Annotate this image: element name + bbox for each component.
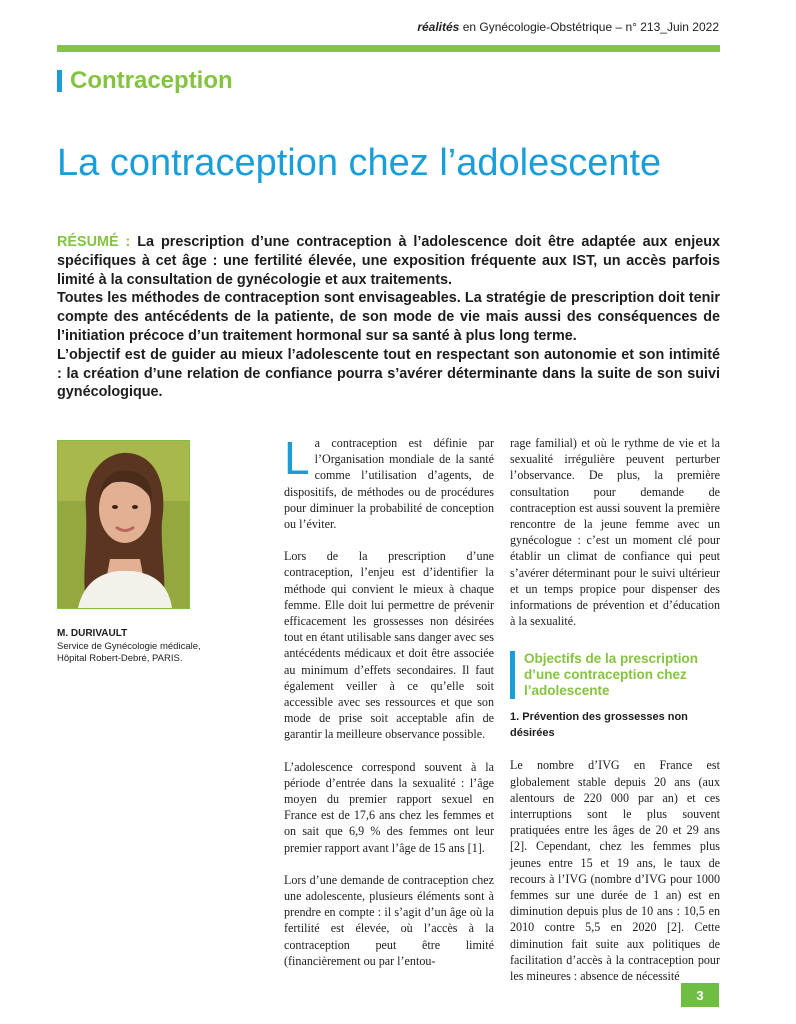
article-title: La contraception chez l’adolescente bbox=[57, 142, 662, 184]
subsection-heading: 1. Prévention des grossesses non désirées bbox=[510, 711, 688, 740]
body-paragraph bbox=[284, 432, 494, 532]
body-paragraph: Le nombre d’IVG en France est globalement stable depuis 20 ans (aux alentours de 220 000 par an) et ces interruptions sont le plus souvent pratiquées entre les âges de 20 et 29 ans [2]. Cependant, chez les femmes plus jeunes entre 15 et 19 ans, le taux de recours à l’IVG (nombre d’IVG pour 1000 femmes sur une durée de 1 an) est en diminution depuis plus de 10 ans : 10,5 en 2010 contre 5,5 en 2020 [2]. Cette diminution fait suite aux politiques de facilitation d’accès à la contraception pour les mineures : absence de nécessité bbox=[510, 758, 720, 984]
body-paragraph: Lors d’une demande de contraception chez une adolescente, plusieurs éléments sont à prendre en compte : il s’agit d’un âge où la fertilité est élevée, où l’accès à la contraception peut être limité (financièrement ou par l’entou- bbox=[284, 872, 494, 968]
journal-brand: réalités bbox=[417, 20, 460, 34]
abstract-text-1: La prescription d’une contraception à l’adolescence doit être adaptée aux enjeux spécifiques à cet âge : une fertilité élevée, une exposition fréquente aux IST, un accès parfois limité à la consultation de gynécologie et aux traitements. bbox=[57, 234, 720, 288]
running-header bbox=[417, 20, 719, 34]
abstract bbox=[57, 233, 720, 402]
author-name: M. DURIVAULT bbox=[57, 628, 128, 639]
author-photo bbox=[57, 440, 190, 609]
body-column-1 bbox=[284, 432, 494, 985]
body-paragraph: L’adolescence correspond souvent à la période d’entrée dans la sexualité : l’âge moyen du premier rapport sexuel en France est de 17,6 ans chez les femmes et on sait que 6,9 % des femmes ont leur premier rapport avant l’âge de 15 ans [1]. bbox=[284, 759, 494, 855]
section-subheading: Objectifs de la prescription d’une contraception chez l’adolescente bbox=[510, 651, 720, 699]
author-block bbox=[57, 628, 257, 665]
abstract-paragraph-2: Toutes les méthodes de contraception sont envisageables. La stratégie de prescription doit tenir compte des antécédents de la patiente, de son mode de vie mais aussi des conséquences de l’initiation précoce d’un traitement hormonal sur sa santé à plus long terme. bbox=[57, 290, 720, 344]
journal-issue: en Gynécologie-Obstétrique – n° 213_Juin 2022 bbox=[459, 20, 719, 34]
abstract-label: RÉSUMÉ : bbox=[57, 234, 131, 250]
body-paragraph: rage familial) et où le rythme de vie et la sexualité irrégulière peuvent perturber l’observance. De plus, la première consultation pour demande de contraception est aussi souvent la première rencontre de la jeune femme avec un gynécologue : c’est un moment clé pour établir un climat de confiance qui peut s’avérer déterminant pour le suivi ultérieur et un temps propice pour dispenser des informations de prévention et d’éducation à la sexualité. bbox=[510, 436, 720, 629]
body-column-2 bbox=[510, 435, 720, 1000]
abstract-paragraph-3: L’objectif est de guider au mieux l’adolescente tout en respectant son autonomie et son intimité : la création d’une relation de confiance pourra s’avérer déterminante dans la suite de son suivi gynécologique. bbox=[57, 346, 720, 401]
abstract-paragraph-1 bbox=[57, 233, 720, 289]
body-paragraph: Lors de la prescription d’une contraception, l’enjeu est d’identifier la méthode qui convient le mieux à chaque femme. Elle doit lui permettre de prévenir efficacement les grossesses non désirées tout en étant utilisable sans danger avec ses antécédents médicaux et doit être associée au minimum d’effets secondaires. Il faut également veiller à ce qu’elle soit accessible avec ses ressources et que son mode de prise soit acceptable afin de garantir la meilleure observance possible. bbox=[284, 549, 494, 742]
author-affiliation-1: Service de Gynécologie médicale, bbox=[57, 641, 201, 652]
drop-cap: L bbox=[284, 432, 310, 484]
author-portrait-illustration bbox=[58, 441, 189, 608]
body-paragraph-text: a contraception est définie par l’Organisation mondiale de la santé comme l’utilisation d’agents, de dispositifs, de méthodes ou de procédures pour diminuer la probabilité de conception ou l’éviter. bbox=[284, 436, 494, 532]
section-tag-bar bbox=[57, 70, 62, 92]
page-number-badge: 3 bbox=[681, 983, 719, 1007]
section-tag bbox=[57, 68, 233, 94]
author-affiliation-2: Hôpital Robert-Debré, PARIS. bbox=[57, 653, 183, 664]
header-rule bbox=[57, 45, 720, 52]
section-tag-label: Contraception bbox=[70, 67, 233, 94]
